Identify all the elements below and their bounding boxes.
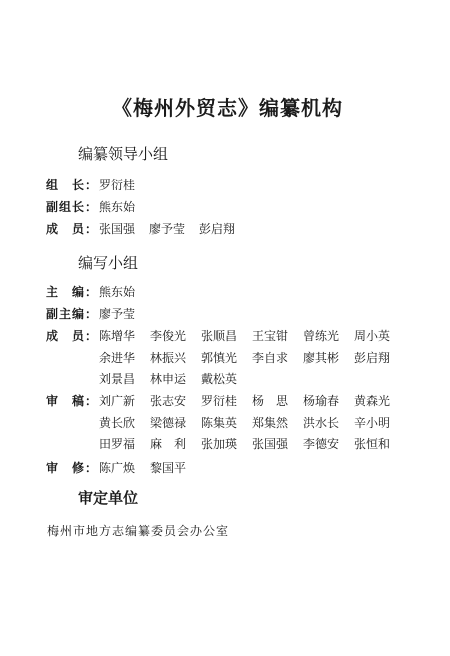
role-label: 审 修： <box>46 461 99 475</box>
writing-group-heading: 编写小组 <box>78 254 139 272</box>
staff-name: 陈增华 <box>99 329 136 343</box>
staff-name: 辛小明 <box>354 415 391 430</box>
staff-name: 张志安 <box>150 394 187 408</box>
staff-name: 王宝钳 <box>252 329 289 343</box>
staff-name: 黄森光 <box>354 394 391 408</box>
staff-name: 廖予莹 <box>99 307 136 321</box>
staff-name: 陈广焕 <box>99 461 136 475</box>
staff-name: 余进华 <box>99 350 136 365</box>
staff-name: 彭启翔 <box>354 350 391 365</box>
staff-name: 陈集英 <box>201 415 238 430</box>
staff-name: 熊东始 <box>99 200 136 214</box>
staff-name: 张国强 <box>252 437 289 451</box>
staff-name: 麻 利 <box>150 437 187 451</box>
staff-name: 彭启翔 <box>199 222 236 236</box>
staff-name: 曾练光 <box>303 329 340 343</box>
approval-heading: 审定单位 <box>78 489 139 507</box>
staff-name: 田罗福 <box>99 437 136 451</box>
staff-name: 廖予莹 <box>149 222 186 236</box>
role-label: 组 长： <box>46 178 99 192</box>
staff-name: 张国强 <box>99 222 136 236</box>
role-label: 成 员： <box>46 329 99 343</box>
staff-name: 李德安 <box>303 437 340 451</box>
staff-name: 郑集然 <box>252 415 289 430</box>
staff-name: 罗衍桂 <box>201 394 238 408</box>
staff-name: 梁德禄 <box>150 415 187 430</box>
staff-name: 黄长欣 <box>99 415 136 430</box>
staff-name: 周小英 <box>354 329 391 343</box>
role-label: 副组长： <box>46 200 99 214</box>
role-label: 成 员： <box>46 222 99 236</box>
staff-name: 刘景昌 <box>99 372 136 386</box>
staff-name: 张恒和 <box>354 437 391 451</box>
staff-name: 李自求 <box>252 350 289 365</box>
page-title: 《梅州外贸志》编纂机构 <box>112 96 343 120</box>
role-label: 副主编： <box>46 307 99 321</box>
staff-name: 张加瑛 <box>201 437 238 451</box>
staff-name: 杨 思 <box>252 394 289 408</box>
staff-name: 林申运 <box>150 372 187 386</box>
staff-name: 罗衍桂 <box>99 178 136 192</box>
role-label: 主 编： <box>46 285 99 299</box>
staff-name: 杨瑜春 <box>303 394 340 408</box>
staff-name: 郭慎光 <box>201 350 238 365</box>
staff-name: 李俊光 <box>150 329 187 343</box>
role-label: 审 稿： <box>46 394 99 408</box>
staff-name: 廖其彬 <box>303 350 340 365</box>
staff-name: 黎国平 <box>150 461 187 475</box>
staff-name: 洪水长 <box>303 415 340 430</box>
staff-name: 张顺昌 <box>201 329 238 343</box>
staff-name: 熊东始 <box>99 285 136 299</box>
staff-name: 戴松英 <box>201 372 238 386</box>
leadership-group-heading: 编纂领导小组 <box>78 145 169 163</box>
staff-name: 刘广新 <box>99 394 136 408</box>
staff-name: 林振兴 <box>150 350 187 365</box>
approval-unit: 梅州市地方志编纂委员会办公室 <box>47 524 230 538</box>
